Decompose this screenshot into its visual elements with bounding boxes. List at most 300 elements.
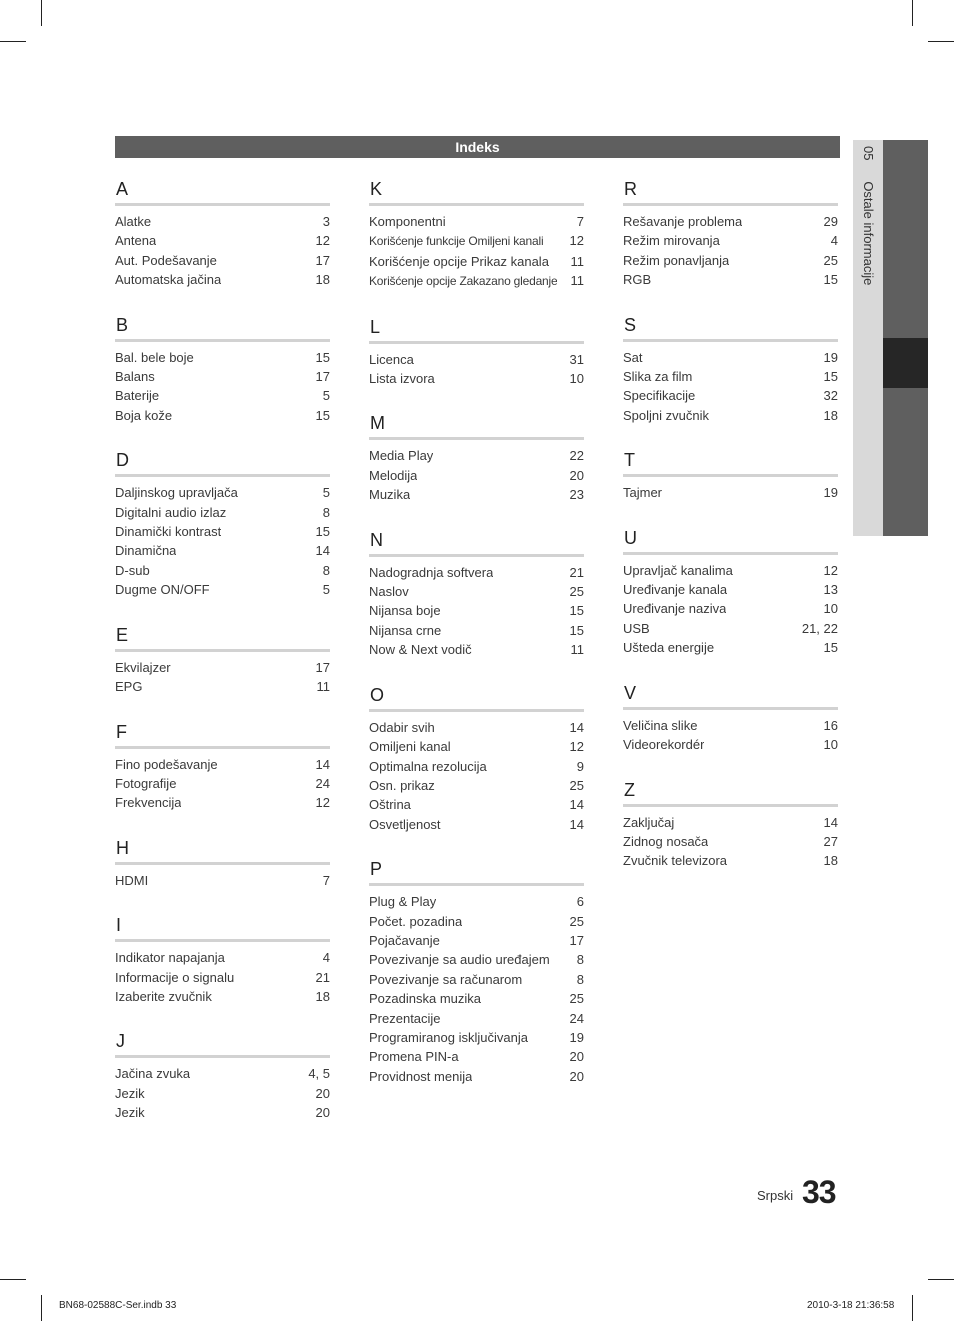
index-entry — [623, 832, 838, 851]
entry-page: 19 — [823, 349, 838, 365]
entry-term: Omiljeni kanal — [369, 739, 451, 755]
section-letter: P — [370, 859, 383, 880]
index-entry — [623, 599, 838, 618]
entry-page: 8 — [322, 504, 330, 520]
entry-term: HDMI — [115, 872, 149, 888]
entry-page: 11 — [570, 253, 584, 269]
entry-term: Media Play — [369, 448, 434, 464]
index-entry — [369, 601, 584, 620]
index-section — [369, 684, 584, 834]
index-entry — [115, 1084, 330, 1103]
section-letter: T — [624, 450, 635, 471]
section-divider — [115, 649, 330, 652]
entry-page: 11 — [570, 273, 584, 289]
section-divider — [623, 339, 838, 342]
index-entry — [369, 369, 584, 388]
entry-page: 11 — [316, 679, 330, 695]
entry-page: 25 — [569, 991, 584, 1007]
entry-term: Informacije o signalu — [115, 969, 235, 985]
index-entry — [623, 212, 838, 231]
section-letter: I — [116, 915, 122, 936]
entry-term: Baterije — [115, 388, 160, 404]
section-letter: A — [116, 179, 129, 199]
index-section — [115, 178, 330, 290]
entry-term: Jezik — [115, 1085, 145, 1101]
index-section — [115, 1030, 330, 1122]
index-entry — [369, 1009, 584, 1028]
entry-term: Bal. bele boje — [115, 349, 194, 365]
crop-mark — [0, 41, 26, 42]
index-entry — [115, 348, 330, 367]
entry-page: 17 — [315, 369, 330, 385]
entry-term: Fino podešavanje — [115, 756, 218, 772]
section-divider — [623, 552, 838, 555]
index-entry — [369, 640, 584, 659]
section-divider — [369, 437, 584, 440]
index-entry — [623, 483, 838, 502]
index-entry — [369, 776, 584, 795]
index-entry — [623, 270, 838, 289]
entry-term: Sat — [623, 349, 643, 365]
entry-term: Plug & Play — [369, 894, 437, 910]
entry-term: Odabir svih — [369, 719, 435, 735]
index-section — [623, 178, 838, 290]
entry-term: Now & Next vodič — [369, 642, 472, 658]
section-divider — [115, 203, 330, 206]
entry-page: 24 — [315, 775, 330, 791]
entry-term: Povezivanje sa računarom — [369, 971, 523, 987]
entry-term: Muzika — [369, 487, 411, 503]
entry-term: Nadogradnja softvera — [369, 564, 494, 580]
entry-term: Veličina slike — [623, 717, 698, 733]
entry-page: 12 — [569, 739, 584, 755]
entry-term: Oštrina — [369, 797, 411, 813]
section-letter: N — [370, 529, 383, 550]
index-entry — [623, 406, 838, 425]
entry-page: 20 — [315, 1085, 330, 1101]
entry-term: Rešavanje problema — [623, 214, 743, 229]
index-section — [369, 858, 584, 1086]
entry-page: 14 — [569, 719, 584, 735]
index-entry — [115, 774, 330, 793]
entry-page: 18 — [315, 272, 330, 288]
index-entry — [115, 212, 330, 231]
entry-term: Izaberite zvučnik — [115, 988, 212, 1004]
entry-term: Licenca — [369, 351, 414, 367]
entry-term: Balans — [115, 369, 155, 385]
index-entry — [623, 735, 838, 754]
entry-page: 16 — [823, 717, 838, 733]
index-entry — [115, 251, 330, 270]
entry-page: 19 — [823, 485, 838, 501]
index-entry — [623, 231, 838, 250]
index-entry — [369, 446, 584, 465]
entry-term: Jezik — [115, 1105, 145, 1121]
footer-language: Srpski — [757, 1188, 794, 1203]
entry-page: 3 — [322, 214, 330, 229]
entry-term: Korišćenje funkcije Omiljeni kanali — [369, 234, 544, 249]
entry-term: Komponentni — [369, 214, 446, 229]
entry-page: 10 — [823, 737, 838, 753]
entry-page: 18 — [315, 988, 330, 1004]
index-entry — [115, 522, 330, 541]
index-section — [369, 178, 584, 292]
index-entry — [369, 718, 584, 737]
entry-term: Ušteda energije — [623, 640, 715, 656]
entry-page: 21, 22 — [801, 620, 838, 636]
index-section — [369, 316, 584, 389]
entry-term: Tajmer — [623, 485, 663, 501]
entry-term: Dinamična — [115, 543, 177, 559]
entry-page: 15 — [823, 640, 838, 656]
entry-term: Melodija — [369, 467, 418, 483]
index-entry — [623, 367, 838, 386]
section-divider — [115, 862, 330, 865]
entry-page: 12 — [823, 562, 838, 578]
entry-page: 5 — [322, 582, 330, 598]
entry-term: Zvučnik televizora — [623, 853, 728, 869]
entry-term: Osvetljenost — [369, 816, 441, 832]
index-entry — [369, 350, 584, 369]
page-number: 33 — [802, 1174, 836, 1210]
print-date-info: 2010-3-18 21:36:58 — [807, 1300, 895, 1311]
entry-term: Uređivanje kanala — [623, 582, 728, 598]
index-entry — [369, 757, 584, 776]
index-section — [115, 624, 330, 697]
entry-page: 19 — [569, 1029, 584, 1045]
entry-term: Korišćenje opcije Prikaz kanala — [369, 253, 549, 269]
index-entry — [369, 970, 584, 989]
entry-term: Dugme ON/OFF — [115, 582, 210, 598]
entry-term: Osn. prikaz — [369, 777, 435, 793]
entry-page: 15 — [569, 622, 584, 638]
entry-page: 25 — [569, 913, 584, 929]
entry-term: Optimalna rezolucija — [369, 758, 487, 774]
chapter-number: 05 — [861, 146, 876, 161]
section-letter: S — [624, 314, 637, 335]
entry-term: Zidnog nosača — [623, 833, 709, 849]
index-section — [115, 914, 330, 1006]
entry-term: Zaključaj — [623, 814, 675, 830]
entry-page: 15 — [823, 369, 838, 385]
index-section — [115, 314, 330, 426]
index-entry — [115, 987, 330, 1006]
entry-page: 12 — [315, 233, 330, 249]
entry-page: 14 — [823, 814, 838, 830]
section-divider — [623, 707, 838, 710]
index-entry — [115, 948, 330, 967]
index-entry — [369, 737, 584, 756]
entry-page: 8 — [576, 971, 584, 987]
print-file-info: BN68-02588C-Ser.indb 33 — [59, 1300, 177, 1311]
entry-term: Spoljni zvučnik — [623, 407, 709, 423]
entry-term: Promena PIN-a — [369, 1049, 459, 1065]
index-entry — [115, 541, 330, 560]
index-entry — [369, 252, 584, 271]
index-entry — [115, 658, 330, 677]
entry-page: 14 — [569, 797, 584, 813]
index-entry — [115, 270, 330, 289]
section-divider — [115, 474, 330, 477]
section-divider — [115, 339, 330, 342]
index-entry — [115, 367, 330, 386]
entry-page: 27 — [823, 833, 838, 849]
entry-term: D-sub — [115, 562, 150, 578]
section-letter: O — [370, 684, 385, 705]
entry-term: Aut. Podešavanje — [115, 252, 217, 268]
entry-page: 31 — [569, 351, 584, 367]
entry-term: Alatke — [115, 214, 152, 229]
index-entry — [115, 231, 330, 250]
entry-term: Korišćenje opcije Zakazano gledanje — [369, 274, 558, 289]
index-column — [623, 178, 838, 895]
index-section — [623, 527, 838, 658]
section-divider — [115, 746, 330, 749]
entry-page: 6 — [576, 894, 584, 910]
entry-term: Naslov — [369, 584, 409, 600]
index-entry — [115, 561, 330, 580]
index-section — [115, 837, 330, 890]
section-divider — [115, 939, 330, 942]
entry-term: Upravljač kanalima — [623, 562, 733, 578]
entry-term: Uređivanje naziva — [623, 601, 727, 617]
index-entry — [623, 638, 838, 657]
index-entry — [369, 912, 584, 931]
entry-page: 25 — [569, 584, 584, 600]
entry-page: 12 — [315, 795, 330, 811]
entry-term: Dinamički kontrast — [115, 524, 222, 540]
index-entry — [115, 968, 330, 987]
section-letter: J — [116, 1031, 125, 1052]
entry-page: 18 — [823, 853, 838, 869]
crop-mark — [41, 1295, 42, 1321]
entry-term: Antena — [115, 233, 157, 249]
chapter-label — [855, 146, 881, 346]
entry-term: Frekvencija — [115, 795, 182, 811]
entry-page: 21 — [569, 564, 584, 580]
entry-page: 9 — [576, 758, 584, 774]
section-divider — [623, 804, 838, 807]
section-divider — [115, 1055, 330, 1058]
index-entry — [623, 251, 838, 270]
entry-page: 15 — [315, 524, 330, 540]
entry-page: 20 — [315, 1105, 330, 1121]
index-entry — [369, 815, 584, 834]
entry-term: Digitalni audio izlaz — [115, 504, 227, 520]
entry-term: Pojačavanje — [369, 932, 440, 948]
section-divider — [369, 709, 584, 712]
index-entry — [115, 386, 330, 405]
entry-page: 20 — [569, 1049, 584, 1065]
index-entry — [115, 677, 330, 696]
entry-term: RGB — [623, 272, 652, 288]
index-section — [623, 682, 838, 755]
entry-term: Programiranog isključivanja — [369, 1029, 528, 1045]
index-entry — [115, 483, 330, 502]
section-letter: F — [116, 721, 127, 742]
index-column — [115, 178, 330, 1147]
section-divider — [369, 883, 584, 886]
entry-term: Nijansa boje — [369, 603, 441, 619]
section-letter: M — [370, 413, 385, 434]
index-entry — [369, 466, 584, 485]
crop-mark — [928, 1279, 954, 1280]
index-entry — [369, 1028, 584, 1047]
index-entry — [369, 621, 584, 640]
entry-term: Specifikacije — [623, 388, 696, 404]
section-divider — [369, 554, 584, 557]
index-section — [369, 412, 584, 504]
entry-page: 15 — [569, 603, 584, 619]
section-letter: H — [116, 837, 129, 858]
crop-mark — [0, 1279, 26, 1280]
index-entry — [115, 503, 330, 522]
index-entry — [369, 931, 584, 950]
entry-page: 4 — [830, 233, 838, 249]
entry-page: 15 — [315, 407, 330, 423]
entry-term: Daljinskog upravljača — [115, 485, 238, 501]
section-divider — [369, 341, 584, 344]
entry-term: Videorekordér — [623, 737, 705, 753]
entry-page: 29 — [823, 214, 838, 229]
entry-term: Slika za film — [623, 369, 693, 385]
entry-term: Lista izvora — [369, 371, 435, 387]
index-section — [623, 779, 838, 871]
section-letter: R — [624, 179, 637, 199]
index-entry — [369, 795, 584, 814]
entry-page: 7 — [322, 872, 330, 888]
entry-page: 25 — [569, 777, 584, 793]
crop-mark — [41, 0, 42, 26]
section-letter: E — [116, 624, 129, 645]
index-entry — [623, 813, 838, 832]
index-entry — [369, 1067, 584, 1086]
entry-page: 8 — [322, 562, 330, 578]
entry-term: Pozadinska muzika — [369, 991, 481, 1007]
crop-mark — [928, 41, 954, 42]
section-divider — [623, 203, 838, 206]
index-entry — [369, 989, 584, 1008]
index-section — [115, 449, 330, 599]
section-divider — [369, 203, 584, 206]
index-entry — [369, 271, 584, 291]
entry-page: 11 — [570, 642, 584, 658]
entry-page: 5 — [322, 388, 330, 404]
index-entry — [115, 406, 330, 425]
entry-page: 24 — [569, 1010, 584, 1026]
entry-page: 20 — [569, 467, 584, 483]
index-entry — [623, 348, 838, 367]
crop-mark — [912, 1295, 913, 1321]
section-letter: Z — [624, 779, 635, 800]
entry-page: 32 — [823, 388, 838, 404]
entry-page: 17 — [315, 252, 330, 268]
entry-term: Povezivanje sa audio uređajem — [369, 952, 550, 968]
entry-term: Režim mirovanja — [623, 233, 720, 249]
entry-page: 17 — [569, 932, 584, 948]
entry-page: 15 — [823, 272, 838, 288]
entry-term: Ekvilajzer — [115, 659, 171, 675]
entry-page: 22 — [569, 448, 584, 464]
section-letter: V — [624, 682, 637, 703]
entry-page: 4 — [322, 950, 330, 966]
entry-term: Počet. pozadina — [369, 913, 463, 929]
entry-page: 25 — [823, 252, 838, 268]
index-section — [623, 449, 838, 502]
entry-term: Jačina zvuka — [115, 1066, 191, 1082]
page-title: Indeks — [115, 136, 840, 158]
index-entry — [115, 580, 330, 599]
index-entry — [369, 892, 584, 911]
entry-page: 8 — [576, 952, 584, 968]
entry-page: 17 — [315, 659, 330, 675]
entry-page: 18 — [823, 407, 838, 423]
entry-term: Fotografije — [115, 775, 177, 791]
index-section — [369, 529, 584, 660]
index-entry — [115, 1103, 330, 1122]
entry-term: Boja kože — [115, 407, 173, 423]
entry-term: Automatska jačina — [115, 272, 222, 288]
index-entry — [369, 950, 584, 969]
index-entry — [115, 1064, 330, 1083]
section-letter: D — [116, 450, 129, 471]
index-entry — [115, 755, 330, 774]
index-entry — [115, 871, 330, 890]
index-section — [623, 314, 838, 426]
index-column — [369, 178, 584, 1110]
entry-page: 7 — [576, 214, 584, 229]
index-entry — [369, 1047, 584, 1066]
chapter-title: Ostale informacije — [861, 181, 876, 286]
index-entry — [623, 716, 838, 735]
index-entry — [369, 231, 584, 251]
entry-page: 14 — [569, 816, 584, 832]
entry-page: 14 — [315, 543, 330, 559]
section-letter: L — [370, 316, 381, 337]
entry-page: 12 — [569, 233, 584, 249]
index-entry — [623, 561, 838, 580]
section-divider — [623, 474, 838, 477]
index-entry — [115, 793, 330, 812]
entry-term: Nijansa crne — [369, 622, 442, 638]
section-letter: B — [116, 314, 129, 335]
entry-term: Providnost menija — [369, 1068, 473, 1084]
index-entry — [623, 851, 838, 870]
entry-term: Indikator napajanja — [115, 950, 225, 966]
section-letter: U — [624, 527, 637, 548]
entry-page: 20 — [569, 1068, 584, 1084]
entry-page: 10 — [823, 601, 838, 617]
entry-page: 10 — [569, 371, 584, 387]
index-entry — [623, 580, 838, 599]
entry-page: 23 — [569, 487, 584, 503]
index-entry — [369, 563, 584, 582]
crop-mark — [912, 0, 913, 26]
index-entry — [369, 582, 584, 601]
index-section — [115, 721, 330, 813]
index-entry — [369, 212, 584, 231]
chapter-tab-marker — [883, 338, 928, 388]
entry-term: Prezentacije — [369, 1010, 441, 1026]
entry-page: 4, 5 — [308, 1066, 330, 1082]
index-entry — [623, 386, 838, 405]
entry-page: 15 — [315, 349, 330, 365]
entry-page: 14 — [315, 756, 330, 772]
entry-term: USB — [623, 620, 650, 636]
entry-page: 5 — [322, 485, 330, 501]
entry-page: 13 — [823, 582, 838, 598]
entry-page: 21 — [315, 969, 330, 985]
